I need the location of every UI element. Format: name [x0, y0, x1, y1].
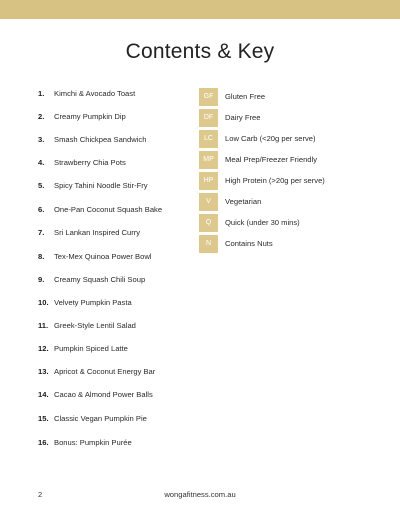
- list-item: [38, 250, 208, 264]
- key-badge: MP: [199, 151, 218, 169]
- item-number: 15.: [38, 414, 49, 423]
- item-number: 16.: [38, 438, 49, 447]
- item-number: 12.: [38, 344, 49, 353]
- website-link[interactable]: wongafitness.com.au: [164, 490, 236, 499]
- key-item: [199, 214, 369, 232]
- list-item: [38, 179, 208, 193]
- page-number: 2: [38, 490, 43, 499]
- list-item: [38, 388, 208, 402]
- item-label: Tex-Mex Quinoa Power Bowl: [54, 252, 152, 261]
- key-badge: LC: [199, 130, 218, 148]
- key-badge: Q: [199, 214, 218, 232]
- key-badge: DF: [199, 109, 218, 127]
- key-badge: N: [199, 235, 218, 253]
- list-item: [38, 110, 208, 124]
- key-item: [199, 109, 369, 127]
- item-label: Strawberry Chia Pots: [54, 158, 126, 167]
- key-label: High Protein (>20g per serve): [225, 176, 325, 185]
- page-title: Contents & Key: [125, 40, 275, 63]
- key-item: [199, 88, 369, 106]
- item-label: Kimchi & Avocado Toast: [54, 89, 136, 98]
- item-label: Bonus: Pumpkin Purée: [54, 438, 132, 447]
- list-item: [38, 203, 208, 217]
- item-number: 8.: [38, 252, 45, 261]
- item-number: 13.: [38, 367, 49, 376]
- key-item: [199, 235, 369, 253]
- key-label: Vegetarian: [225, 197, 262, 206]
- item-label: Greek-Style Lentil Salad: [54, 321, 136, 330]
- list-item: [38, 156, 208, 170]
- key-label: Meal Prep/Freezer Friendly: [225, 155, 318, 164]
- item-number: 11.: [38, 321, 49, 330]
- item-number: 6.: [38, 205, 45, 214]
- list-item: [38, 87, 208, 101]
- list-item: [38, 342, 208, 356]
- key-label: Dairy Free: [225, 113, 261, 122]
- item-label: Spicy Tahini Noodle Stir-Fry: [54, 181, 148, 190]
- list-item: [38, 133, 208, 147]
- key-label: Quick (under 30 mins): [225, 218, 300, 227]
- item-number: 5.: [38, 181, 45, 190]
- list-item: [38, 296, 208, 310]
- item-label: Smash Chickpea Sandwich: [54, 135, 147, 144]
- item-label: Classic Vegan Pumpkin Pie: [54, 414, 147, 423]
- item-label: Apricot & Coconut Energy Bar: [54, 367, 156, 376]
- item-label: Velvety Pumpkin Pasta: [54, 298, 132, 307]
- key-label: Contains Nuts: [225, 239, 273, 248]
- item-label: Sri Lankan Inspired Curry: [54, 228, 141, 237]
- list-item: [38, 412, 208, 426]
- item-label: Creamy Squash Chili Soup: [54, 275, 146, 284]
- item-number: 1.: [38, 89, 45, 98]
- item-number: 2.: [38, 112, 45, 121]
- item-label: One-Pan Coconut Squash Bake: [54, 205, 163, 214]
- list-item: [38, 226, 208, 240]
- key-badge: GF: [199, 88, 218, 106]
- item-number: 4.: [38, 158, 45, 167]
- top-accent-band: [0, 0, 400, 19]
- key-item: [199, 130, 369, 148]
- key-badge: V: [199, 193, 218, 211]
- item-number: 14.: [38, 390, 49, 399]
- item-number: 10.: [38, 298, 49, 307]
- list-item: [38, 273, 208, 287]
- item-label: Cacao & Almond Power Balls: [54, 390, 153, 399]
- item-number: 7.: [38, 228, 45, 237]
- list-item: [38, 436, 208, 450]
- item-number: 3.: [38, 135, 45, 144]
- key-item: [199, 193, 369, 211]
- item-label: Pumpkin Spiced Latte: [54, 344, 128, 353]
- key-badge: HP: [199, 172, 218, 190]
- item-label: Creamy Pumpkin Dip: [54, 112, 126, 121]
- key-label: Low Carb (<20g per serve): [225, 134, 316, 143]
- list-item: [38, 365, 208, 379]
- item-number: 9.: [38, 275, 45, 284]
- key-item: [199, 151, 369, 169]
- key-item: [199, 172, 369, 190]
- key-label: Gluten Free: [225, 92, 266, 101]
- list-item: [38, 319, 208, 333]
